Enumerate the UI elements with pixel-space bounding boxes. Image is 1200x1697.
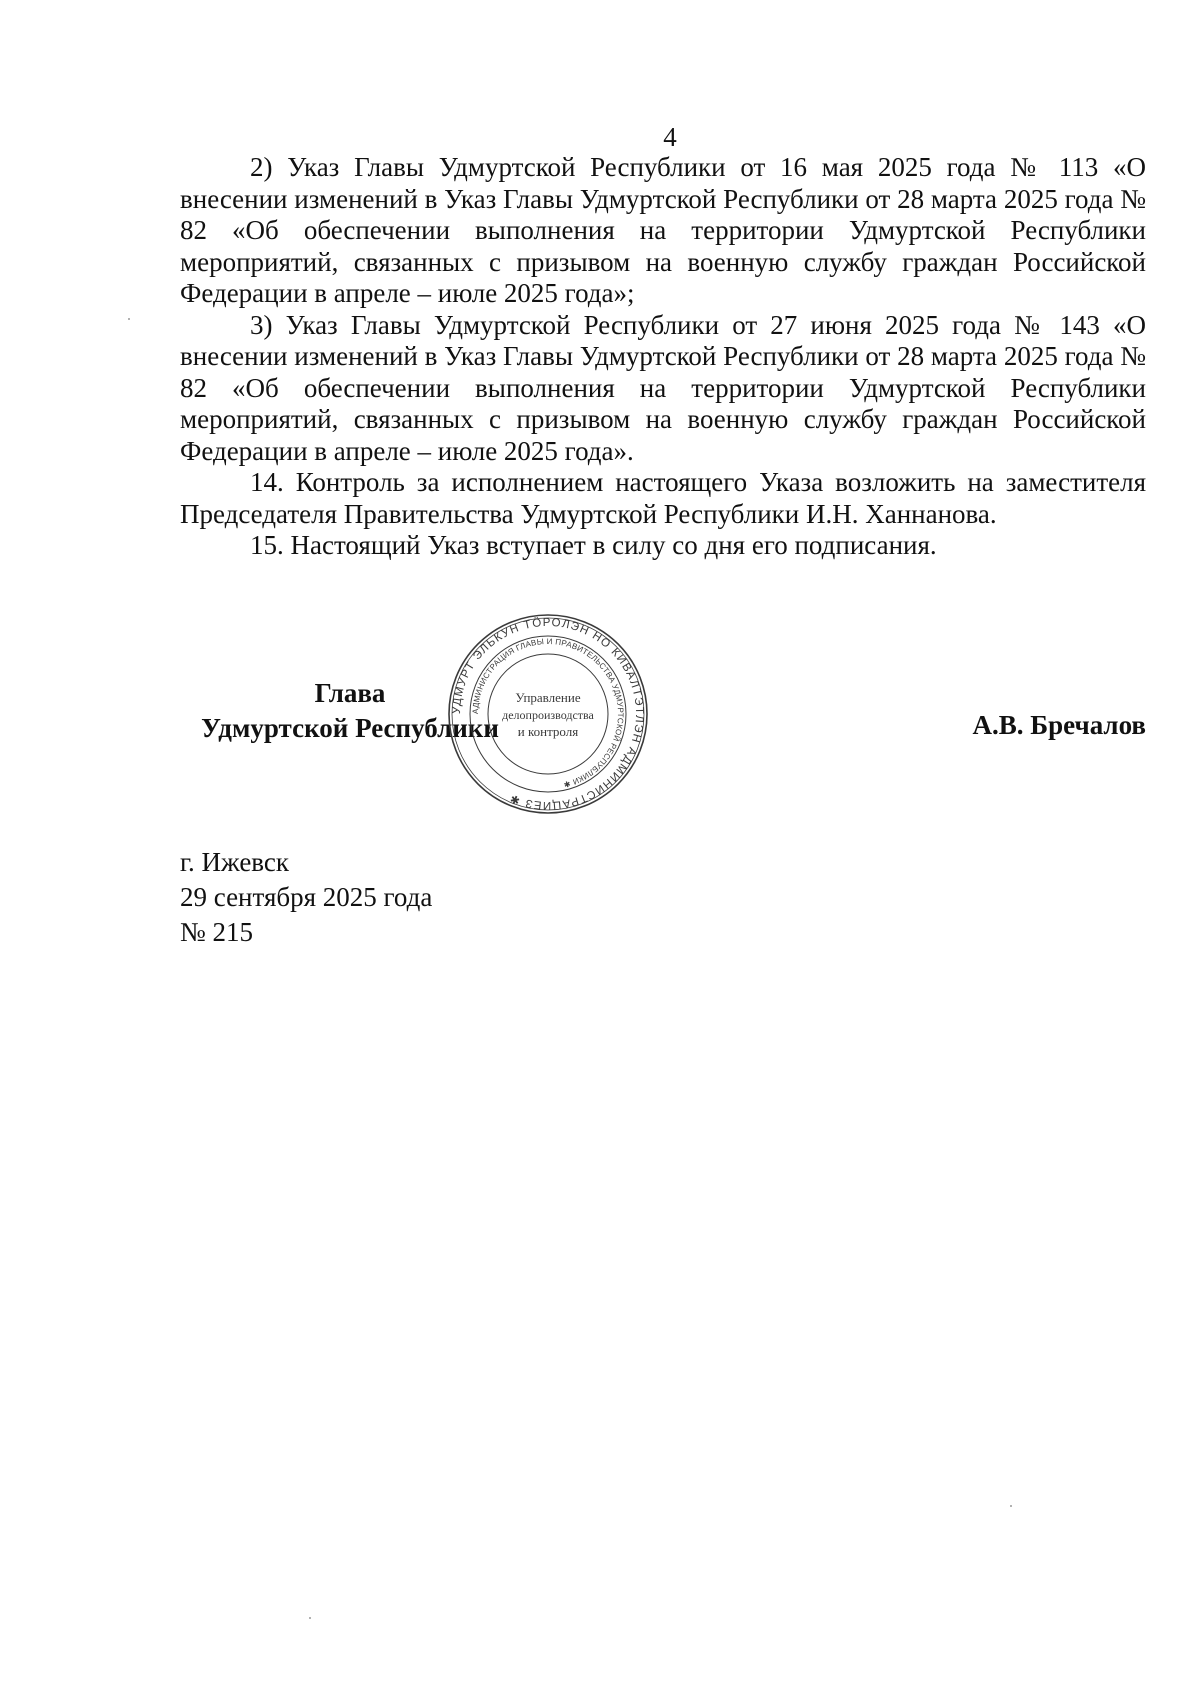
page-number: 4 xyxy=(663,122,677,152)
paragraph-14: 14. Контроль за исполнением настоящего Указа возложить на заместителя Председателя Правительства Удмуртской Республики И.Н. Ханнанова. xyxy=(180,467,1146,529)
scan-speck xyxy=(128,318,130,320)
stamp-inner-ring-text: АДМИНИСТРАЦИЯ ГЛАВЫ И ПРАВИТЕЛЬСТВА УДМУРТСКОЙ РЕСПУБЛИКИ ✱ xyxy=(470,636,626,790)
paragraph-15: 15. Настоящий Указ вступает в силу со дня его подписания. xyxy=(250,530,937,560)
paragraph-item-3: 3) Указ Главы Удмуртской Республики от 27 июня 2025 года № 143 «О внесении изменений в Указ Главы Удмуртской Республики от 28 марта 2025 года № 82 «Об обеспечении выполнения на территории Удмуртской Республики мероприятий, связанных с призывом на военную службу граждан Российской Федерации в апреле – июле 2025 года». xyxy=(180,309,1146,466)
document-body xyxy=(180,152,1146,562)
date: 29 сентября 2025 года xyxy=(180,882,433,912)
stamp-center-line2: делопроизводства xyxy=(502,708,594,722)
place-date-block xyxy=(180,845,432,950)
official-stamp xyxy=(446,612,650,816)
stamp-center-line3: и контроля xyxy=(517,724,579,739)
document-number: № 215 xyxy=(180,917,254,947)
paragraph-item-2: 2) Указ Главы Удмуртской Республики от 16 мая 2025 года № 113 «О внесении изменений в Указ Главы Удмуртской Республики от 28 марта 2025 года № 82 «Об обеспечении выполнения на территории Удмуртской Республики мероприятий, связанных с призывом на военную службу граждан Российской Федерации в апреле – июле 2025 года»; xyxy=(180,152,1146,308)
signatory-title-line1: Глава xyxy=(314,678,386,708)
scan-speck xyxy=(1010,1505,1012,1507)
scan-speck xyxy=(309,1617,311,1619)
stamp-center-line1: Управление xyxy=(515,690,581,705)
stamp-outer-ring-text: УДМУРТ ЭЛЬКУН ТӦРОЛЭН НО КИВАЛТЭТЛЭН АДМИНИСТРАЦИЕЗ ✱ xyxy=(450,616,646,812)
signatory-name: А.В. Бречалов xyxy=(972,710,1146,740)
signatory-title-line2: Удмуртской Республики xyxy=(201,713,499,743)
place: г. Ижевск xyxy=(180,847,290,877)
